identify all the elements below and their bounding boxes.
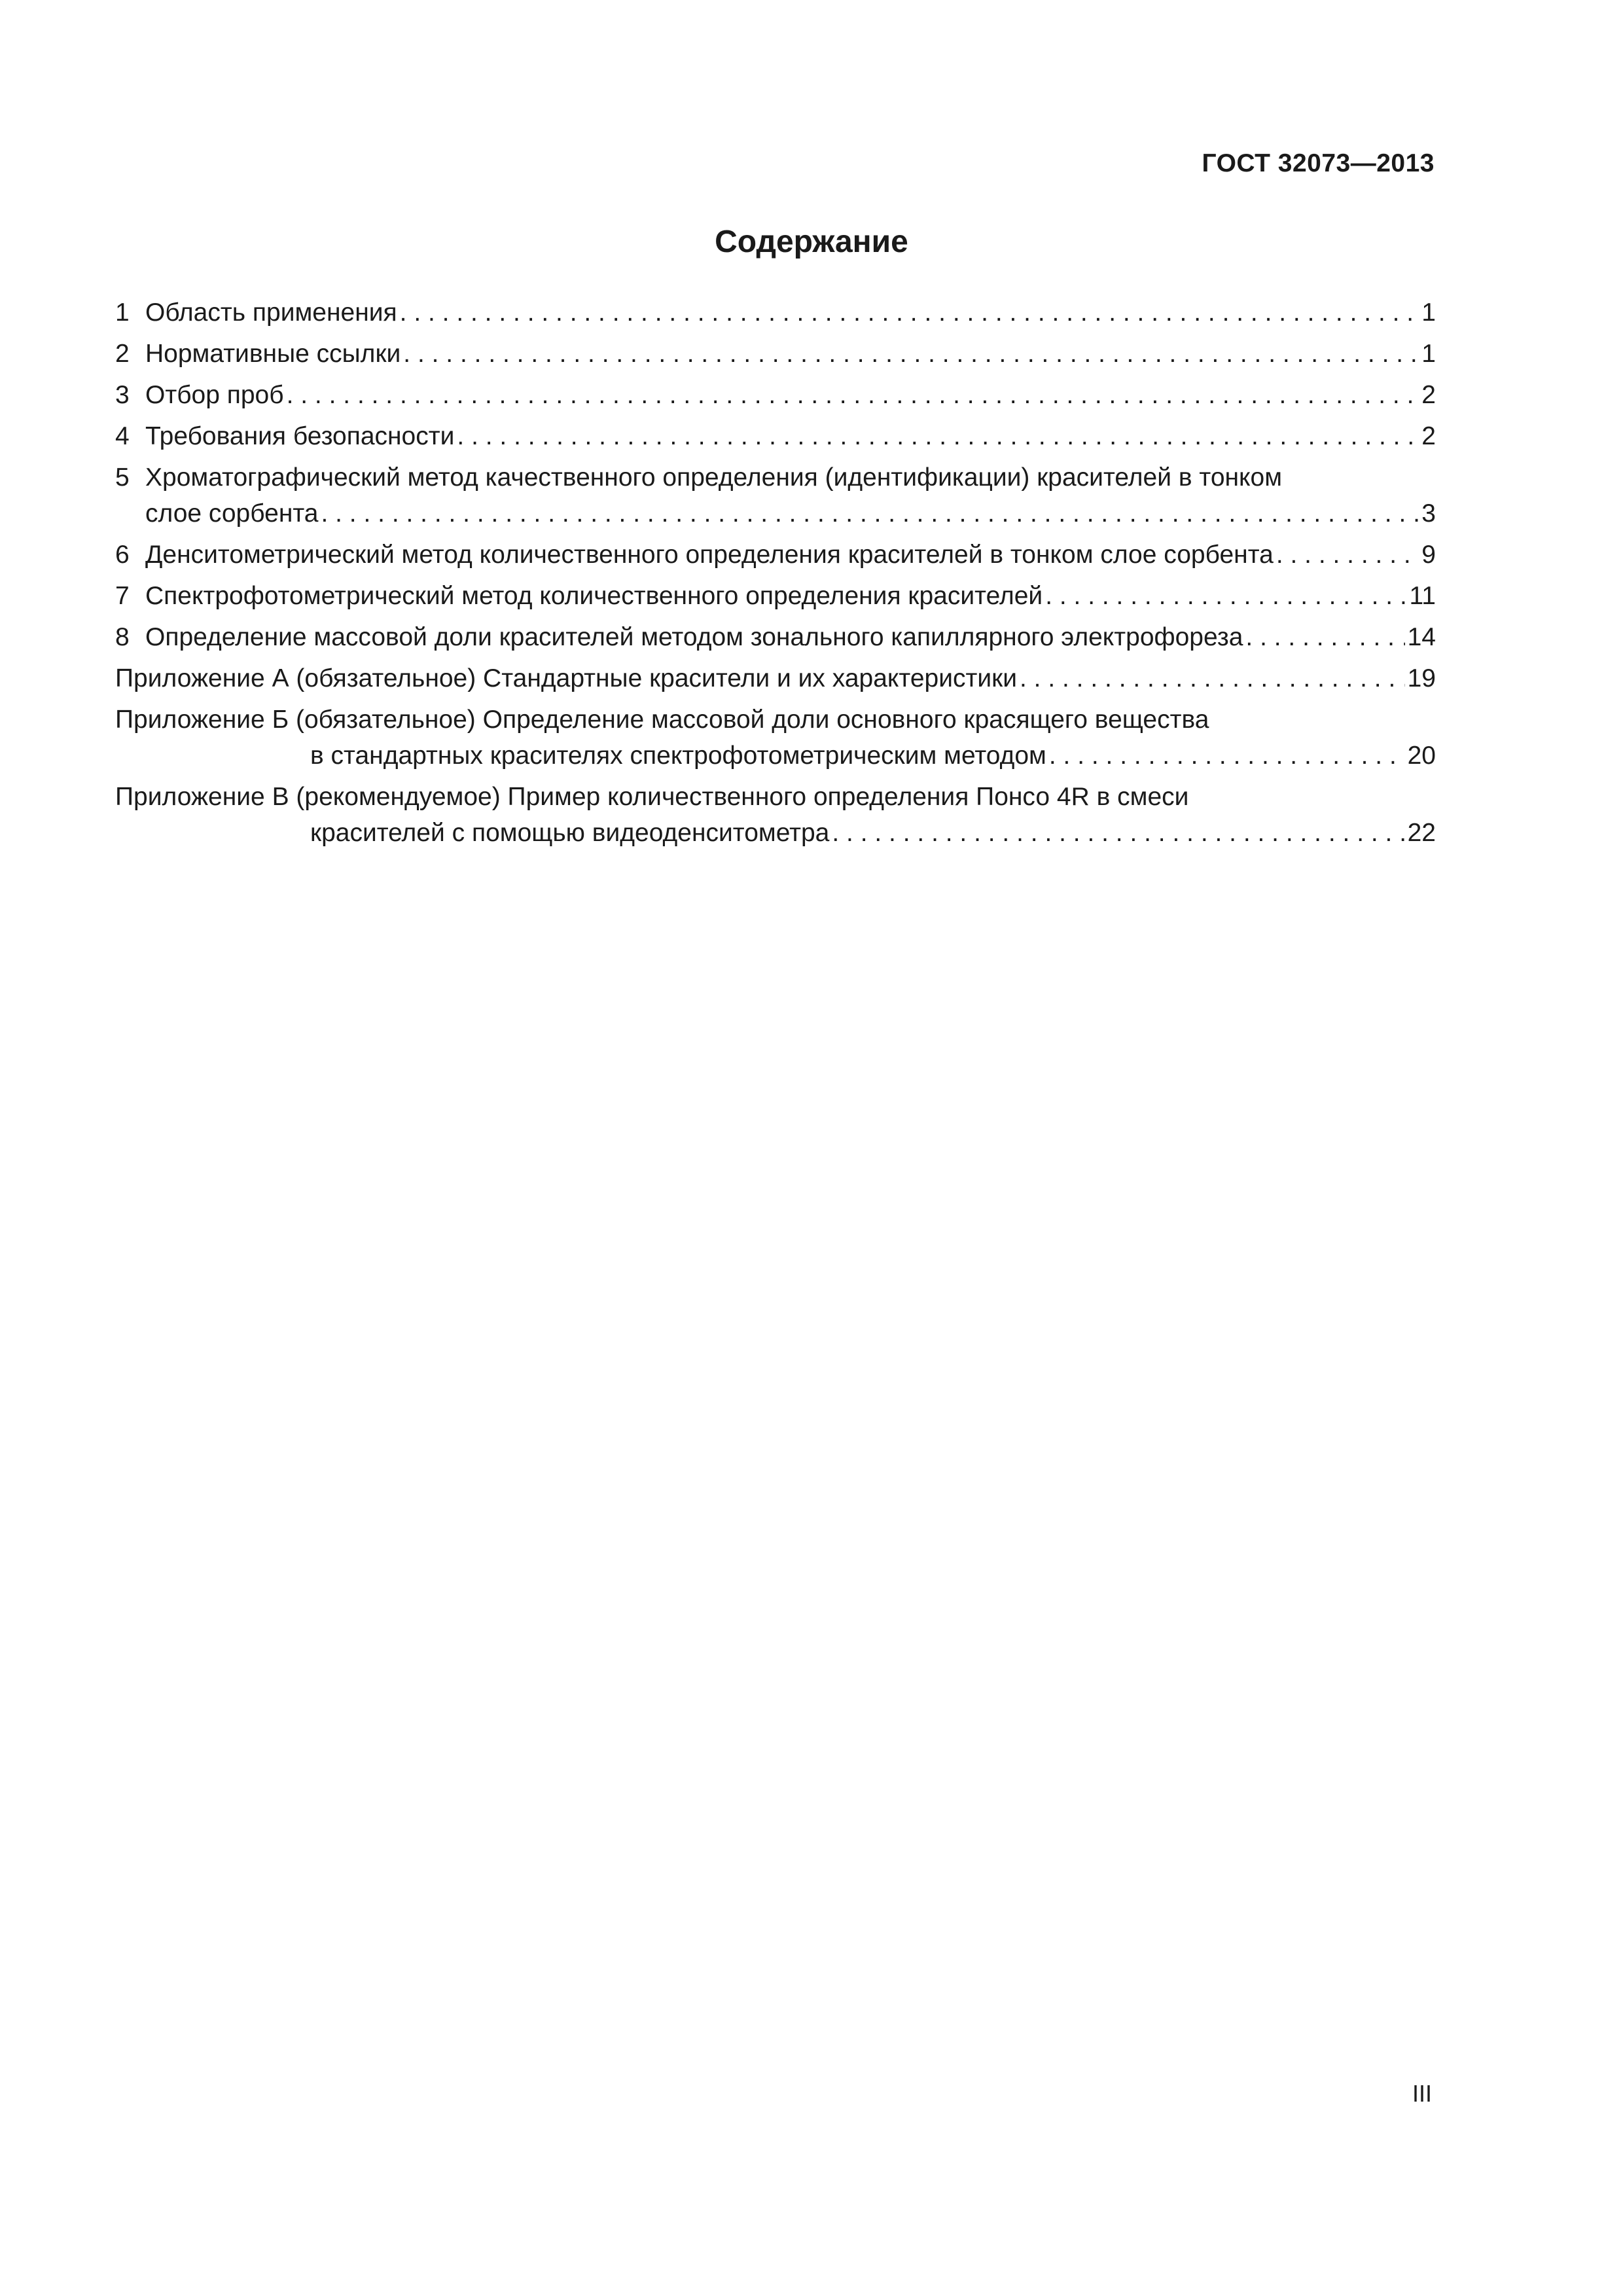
toc-entry-title: Приложение А (обязательное) Стандартные красители и их характеристики — [115, 664, 1017, 692]
toc-leader-dots — [1276, 537, 1419, 573]
toc-entry-number: 7 — [115, 582, 130, 610]
toc-entry-title: Нормативные ссылки — [145, 340, 401, 368]
toc-entry-title: Область применения — [145, 298, 397, 327]
toc-leader-dots — [1245, 619, 1404, 655]
toc-page-number: 22 — [1407, 819, 1436, 847]
toc-page-number: 11 — [1409, 582, 1436, 610]
page-title: Содержание — [715, 224, 908, 259]
toc-entry-title: Приложение Б (обязательное) Определение массовой доли основного красящего вещества — [115, 706, 1209, 734]
toc-leader-dots — [403, 336, 1419, 372]
toc-page-number: 3 — [1421, 499, 1436, 528]
toc-entry-appendix-a[interactable] — [115, 660, 1436, 696]
toc-page-number: 2 — [1421, 381, 1436, 409]
toc-entry-2[interactable] — [115, 336, 1436, 372]
toc-page-number: 20 — [1407, 742, 1436, 770]
toc-entry-number: 4 — [115, 422, 130, 450]
toc-entry-number: 3 — [115, 381, 130, 409]
toc-page-number: 2 — [1421, 422, 1436, 450]
toc-entry-3[interactable] — [115, 377, 1436, 413]
toc-entry-appendix-v[interactable] — [115, 779, 1436, 851]
toc-leader-dots — [832, 815, 1404, 851]
toc-entry-title: Хроматографический метод качественного определения (идентификации) красителей в тонком — [145, 463, 1283, 492]
toc-entry-number: 1 — [115, 298, 130, 327]
toc-entry-5[interactable] — [115, 459, 1436, 531]
toc-leader-dots — [400, 295, 1419, 331]
toc-page-number: 1 — [1421, 340, 1436, 368]
toc-page-number: 19 — [1407, 664, 1436, 692]
document-number: ГОСТ 32073—2013 — [1202, 149, 1435, 177]
toc-entry-1[interactable] — [115, 295, 1436, 331]
toc-entry-title: Отбор проб — [145, 381, 284, 409]
toc-entry-title-continued: в стандартных красителях спектрофотометрическим методом — [310, 742, 1046, 770]
toc-leader-dots — [287, 377, 1419, 413]
toc-entry-7[interactable] — [115, 578, 1436, 614]
toc-entry-4[interactable] — [115, 418, 1436, 454]
page-number: III — [1412, 2080, 1432, 2107]
toc-page-number: 9 — [1421, 541, 1436, 569]
toc-entry-number: 2 — [115, 340, 130, 368]
toc-leader-dots — [1045, 578, 1406, 614]
toc-page-number: 1 — [1421, 298, 1436, 327]
toc-entry-title: Приложение В (рекомендуемое) Пример количественного определения Понсо 4R в смеси — [115, 783, 1189, 811]
toc-leader-dots — [1049, 738, 1405, 774]
toc-leader-dots — [1020, 660, 1405, 696]
toc-page-number: 14 — [1407, 623, 1436, 651]
toc-entry-number: 8 — [115, 623, 130, 651]
toc-leader-dots — [321, 495, 1419, 531]
toc-entry-8[interactable] — [115, 619, 1436, 655]
toc-entry-title-continued: красителей с помощью видеоденситометра — [310, 819, 830, 847]
toc-entry-title: Определение массовой доли красителей методом зонального капиллярного электрофореза — [145, 623, 1243, 651]
toc-entry-6[interactable] — [115, 537, 1436, 573]
toc-entry-title: Спектрофотометрический метод количественного определения красителей — [145, 582, 1043, 610]
toc-entry-title: Требования безопасности — [145, 422, 455, 450]
toc-entry-appendix-b[interactable] — [115, 702, 1436, 774]
table-of-contents — [115, 295, 1436, 856]
toc-entry-title: Денситометрический метод количественного определения красителей в тонком слое сорбента — [145, 541, 1274, 569]
toc-entry-title-continued: слое сорбента — [145, 499, 319, 528]
toc-leader-dots — [457, 418, 1419, 454]
toc-entry-number: 5 — [115, 463, 130, 492]
toc-entry-number: 6 — [115, 541, 130, 569]
